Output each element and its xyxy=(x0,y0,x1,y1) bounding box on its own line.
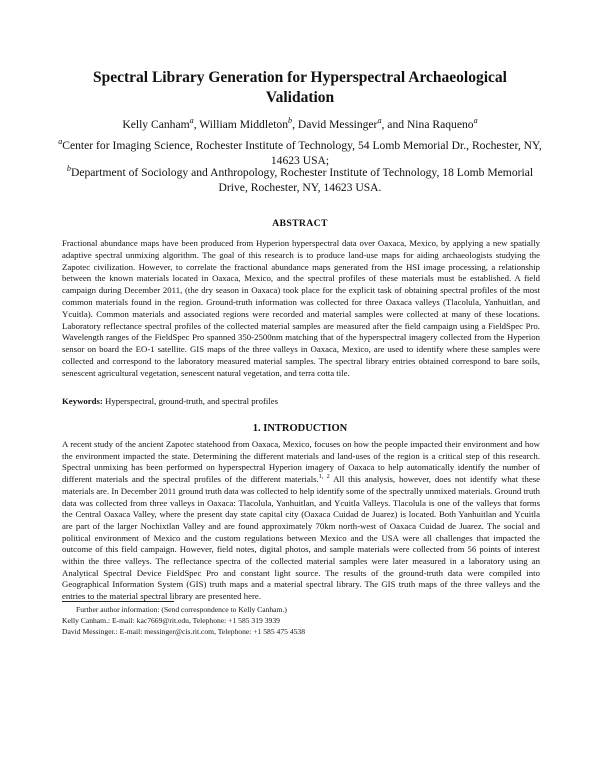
footnote-email-messinger: David Messinger.: E-mail: messinger@cis.rit.com, Telephone: +1 585 475 4538 xyxy=(62,627,306,636)
abstract-text: Fractional abundance maps have been produced from Hyperion hyperspectral data over Oaxaca, Mexico, by applying a new spatially adaptive spectral unmixing algorithm. The goal of this research is to produce land-use maps for aiding archaeologists studying the Zapotec civilization. However, to correlate the fractional abundance maps generated from the HSI image processing, a relationship between the known materials located in Oaxaca, Mexico, and the spectral profiles of these materials must be established. A field campaign during December 2011, (the dry season in Oaxaca) took place for the explicit task of obtaining spectral profiles of the most common materials found in the region. Ground-truth information was collected for three Oaxaca valleys (Tlacolula, Yanhuitlan, and Ycuitla). Common materials and associated regions were recorded and material samples were collected at many of these locations. Laboratory reflectance spectral profiles of the collected material samples are measured after the field campaign using a FieldSpec Pro. Wavelength ranges of the FieldSpec Pro spanned 350-2500nm matching that of the hyperspectral imagery collected from the Hyperion sensor on board the EO-1 satellite. GIS maps of the three valleys in Oaxaca, Mexico, are used to identify where these samples were collected and correspond to the laboratory measured material samples. The spectral library entries obtained correspond to bare soils, senescent agricultural vegetation, senescent natural vegetation, and terra cotta tile. xyxy=(62,238,540,378)
affiliation-b: $^b$Department of Sociology and Anthropology, Rochester Institute of Technology, 18 Lomb Memorial Drive, Rochester, NY, 14623 USA. xyxy=(66,164,534,194)
author: David Messinger$^a$, and xyxy=(297,116,407,131)
affiliation-a: $^a$Center for Imaging Science, Rochester Institute of Technology, 54 Lomb Memorial Dr., Rochester, NY, 14623 USA; xyxy=(58,137,542,167)
abstract-heading: ABSTRACT xyxy=(272,218,328,229)
citation-ref: 1, 2 xyxy=(318,474,330,481)
section-heading-introduction: 1. INTRODUCTION xyxy=(252,423,348,434)
keywords-label: Keywords: xyxy=(62,396,103,406)
footnote-email-canham: Kelly Canham.: E-mail: kac7669@rit.edu, Telephone: +1 585 319 3939 xyxy=(62,616,280,625)
author-list xyxy=(40,118,560,132)
footnote-rule xyxy=(62,601,174,602)
footnote-correspondence: Further author information: (Send correspondence to Kelly Canham.) xyxy=(76,605,287,614)
keywords-text: Hyperspectral, ground-truth, and spectral profiles xyxy=(105,396,279,406)
paper-title: Spectral Library Generation for Hyperspectral Archaeological Validation xyxy=(93,69,507,106)
author: Kelly Canham$^a$, xyxy=(122,116,200,131)
keywords-line xyxy=(62,396,540,406)
introduction-text: A recent study of the ancient Zapotec statehood from Oaxaca, Mexico, focuses on how the people impacted their environment and how the environment impacted the state. Determining the different materials and land-uses of the region is a critical step of this research. Spectral unmixing has been performed on hyperspectral Hyperion imagery of Oaxaca to help automatically identify the number of different materials and the spectral profiles of the different materials.$^{1, 2}$ All this analysis, however, does not identify what these materials are. In December 2011 ground truth data was collected to help identify some of the spectrally unmixed materials. Ground truth data was collected from three valleys in Oaxaca: Tlacolula, Yanhuitlan, and Ycuitla Valleys. Tlacolula is one of the valleys that forms the Central Oaxaca Valley, where the present day state capital city (Oaxaca Cuidad de Juarez) is located. Both Yanhuitlan and Ycuitla are part of the larger Nochixtlan Valley and are found approximately 70km north-west of Oaxaca Cuidad de Juarez. The social and political environment of Mexico and the custom regulations between Mexico and the USA were all challenges that impacted the outcome of this field campaign. However, field notes, digital photos, and sample materials were collected from 56 points of interest within the three valleys. The reflectance spectra of the collected material samples were later measured in a laboratory using an Analytical Spectral Device FieldSpec Pro and constant light source. The results of the ground-truth data were compiled into Geographical Information System (GIS) truth maps and a material spectral library. The GIS truth maps of the three valleys and the entries to the material spectral library are presented here. xyxy=(62,439,540,602)
author: William Middleton$^b$, xyxy=(199,116,298,131)
author: Nina Raqueno$^a$ xyxy=(406,116,478,131)
